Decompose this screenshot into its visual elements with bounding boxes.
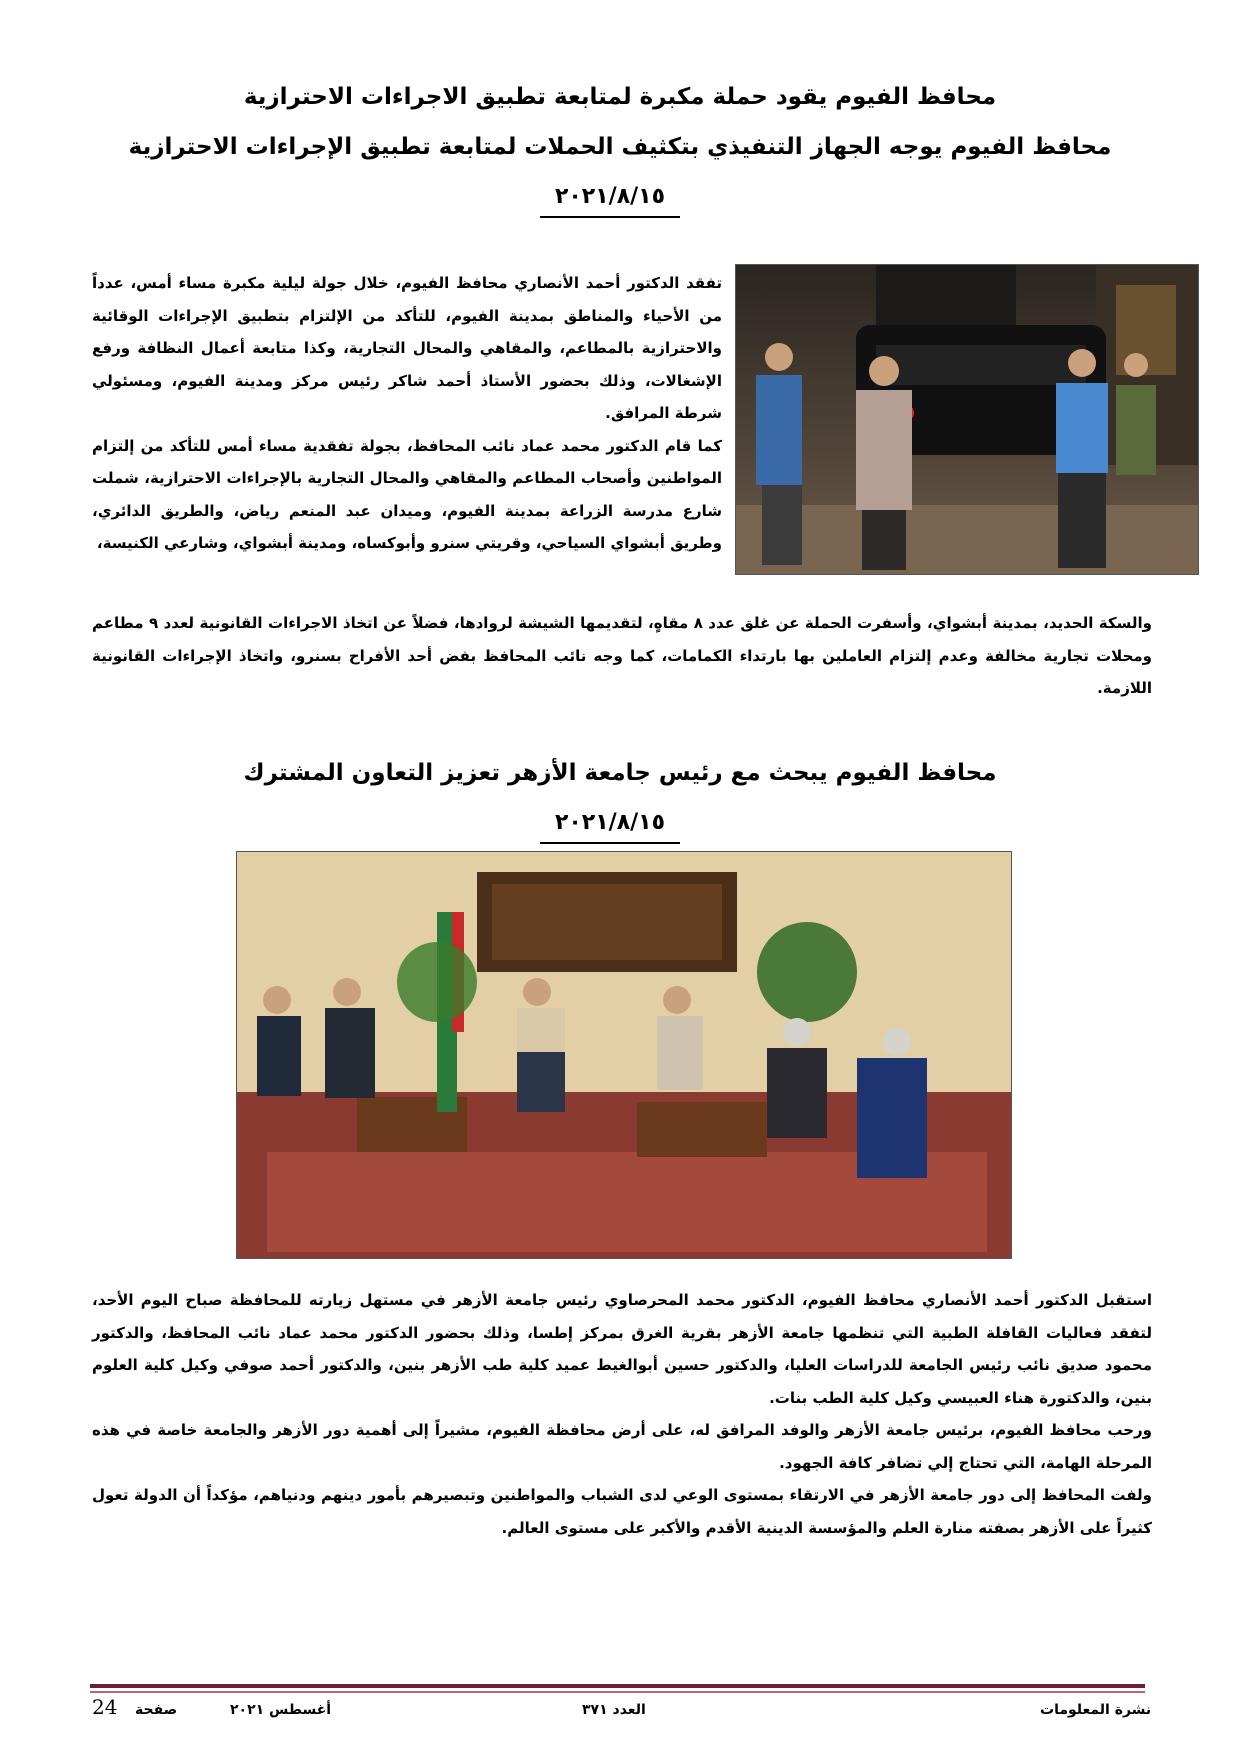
article1-date: ٢٠٢١/٨/١٥ <box>540 182 680 218</box>
article1-paragraph: والسكة الحديد، بمدينة أبشواي، وأسفرت الحملة عن غلق عدد ٨ مقاهٍ، لتقديمها الشيشة لروادها، فضلاً عن اتخاذ الاجراءات القانونية لعدد ٩ مطاعم ومحلات تجارية مخالفة وعدم إلتزام العاملين بها بارتداء الكمامات، كما وجه نائب المحافظ بفض أحد الأفراح بسنرو، واتخاذ الإجراءات القانونية اللازمة. <box>92 614 1152 697</box>
footer-rule-thin <box>90 1691 1145 1693</box>
article2-headline: محافظ الفيوم يبحث مع رئيس جامعة الأزهر تعزيز التعاون المشترك <box>243 760 997 786</box>
article1-side-text <box>92 267 722 560</box>
article1-photo <box>735 264 1199 575</box>
article1-paragraph: كما قام الدكتور محمد عماد نائب المحافظ، بجولة تفقدية مساء أمس للتأكد من إلتزام المواطنين وأصحاب المطاعم والمقاهي والمحال التجارية بالإجراءات الاحترازية، شملت شارع مدرسة الزراعة بمدينة الفيوم، وميدان عبد المنعم رياض، والطريق الدائري، وطريق أبشواي السياحي، وقريتي سنرو وأبوكساه، ومدينة أبشواي، وشارعي الكنيسة، <box>92 436 722 552</box>
footer-page-label: صفحة <box>135 1702 178 1718</box>
article2-paragraph: استقبل الدكتور أحمد الأنصاري محافظ الفيوم، الدكتور محمد المحرصاوي رئيس جامعة الأزهر في مستهل زيارته للمحافظة صباح اليوم الأحد، لتفقد فعاليات القافلة الطبية التي تنظمها جامعة الأزهر بقرية الغرق بمركز إطسا، وذلك بحضور الدكتور محمد عماد نائب المحافظ، والدكتور محمود صديق نائب رئيس الجامعة للدراسات العليا، والدكتور حسين أبوالغيط عميد كلية طب الأزهر بنين، والدكتور أحمد صوفي وكيل كلية العلوم بنين، والدكتورة هناء العبيسي وكيل كلية الطب بنات. <box>92 1291 1152 1407</box>
article1-full-text <box>92 607 1152 705</box>
footer-publication: نشرة المعلومات <box>1040 1702 1152 1718</box>
night-street-photo <box>736 265 1198 574</box>
article2-paragraph: ولفت المحافظ إلى دور جامعة الأزهر في الارتقاء بمستوى الوعي لدى الشباب والمواطنين وتبصيرهم بأمور دينهم ودنياهم، مؤكداً أن الدولة تعول كثيراً على الأزهر بصفته منارة العلم والمؤسسة الدينية الأقدم والأكبر على مستوى العالم. <box>92 1486 1152 1537</box>
footer-issue: العدد ٣٧١ <box>582 1702 646 1718</box>
article2-text <box>92 1284 1152 1544</box>
article1-headline2: محافظ الفيوم يوجه الجهاز التنفيذي بتكثيف الحملات لمتابعة تطبيق الإجراءات الاحترازية <box>128 134 1112 160</box>
article2-photo <box>236 851 1012 1259</box>
footer-month: أغسطس ٢٠٢١ <box>230 1702 332 1718</box>
footer-page-number: 24 <box>92 1695 118 1719</box>
meeting-room-photo <box>237 852 1011 1258</box>
article1-headline1: محافظ الفيوم يقود حملة مكبرة لمتابعة تطبيق الاجراءات الاحترازية <box>243 84 997 110</box>
article2-paragraph: ورحب محافظ الفيوم، برئيس جامعة الأزهر والوفد المرافق له، على أرض محافظة الفيوم، مشيراً إلى أهمية دور الأزهر والجامعة خاصة في هذه المرحلة الهامة، التي تحتاج إلي تضافر كافة الجهود. <box>92 1421 1152 1472</box>
article2-date: ٢٠٢١/٨/١٥ <box>540 808 680 844</box>
footer-rule <box>90 1684 1145 1688</box>
article1-paragraph: تفقد الدكتور أحمد الأنصاري محافظ الفيوم، خلال جولة ليلية مكبرة مساء أمس، عدداً من الأحياء والمناطق بمدينة الفيوم، للتأكد من الإلتزام بتطبيق الإجراءات الوقائية والاحترازية بالمطاعم، والمقاهي والمحال التجارية، وكذا متابعة أعمال النظافة ورفع الإشغالات، وذلك بحضور الأستاذ أحمد شاكر رئيس مركز ومدينة الفيوم، ومسئولي شرطة المرافق. <box>92 274 722 422</box>
